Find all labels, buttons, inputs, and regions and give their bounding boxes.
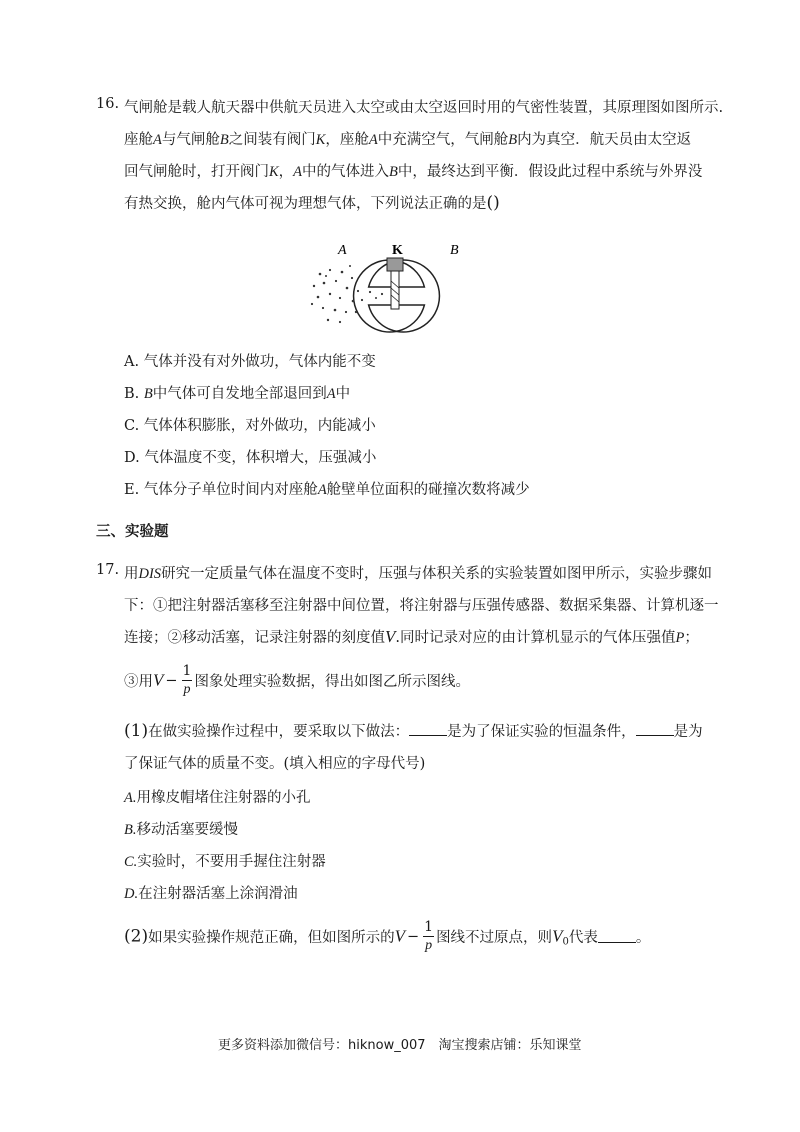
footer-text: 更多资料添加微信号：hiknow_007 淘宝搜索店铺：乐知课堂 — [218, 1038, 582, 1053]
q17-part2: (2)如果实验操作规范正确，但如图所示的V − $\frac{1}{p}$ 图线不过原点，则$V_0$代表 。 — [124, 919, 651, 953]
q17-part1-line2: 了保证气体的质量不变。(填入相应的字母代号) — [124, 756, 426, 772]
valve-handle — [387, 258, 403, 271]
q16-line3: 回气闸舱时，打开阀门K，A中的气体进入B中，最终达到平衡．假设此过程中系统与外界没 — [124, 164, 703, 180]
diagram-label-b: B — [450, 243, 459, 258]
q17-line2: 下：①把注射器活塞移至注射器中间位置，将注射器与压强传感器、数据采集器、计算机逐一 — [124, 598, 719, 614]
q16-line2: 座舱A与气闸舱B之间装有阀门K，座舱A中充满空气，气闸舱B内为真空．航天员由太空返 — [124, 132, 692, 148]
q17-number: 17. — [96, 562, 120, 578]
answer-blank-2[interactable] — [636, 723, 674, 736]
valve-stem — [391, 271, 399, 309]
airlock-diagram — [290, 236, 500, 336]
q16-line1: 气闸舱是载人航天器中供航天员进入太空或由太空返回时用的气密性装置，其原理图如图所示. — [124, 100, 724, 116]
option-b[interactable]: B. B中气体可自发地全部退回到A中 — [124, 386, 351, 402]
option-d[interactable]: D. 气体温度不变，体积增大，压强减小 — [124, 450, 377, 466]
fraction-1-over-p-2: $\frac{1}{p}$ — [424, 919, 434, 953]
q17-part1: (1)在做实验操作过程中，要采取以下做法： 是为了保证实验的恒温条件， 是为 — [124, 721, 703, 741]
section-title: 三、实验题 — [96, 523, 169, 540]
choice-a: A.用橡皮帽堵住注射器的小孔 — [124, 790, 311, 806]
q16-line4: 有热交换，舱内气体可视为理想气体，下列说法正确的是() — [124, 193, 500, 213]
q17-line1: 用DIS研究一定质量气体在温度不变时，压强与体积关系的实验装置如图甲所示，实验步骤如 — [124, 566, 713, 582]
q17-line3: 连接；②移动活塞，记录注射器的刻度值V.同时记录对应的由计算机显示的气体压强值P； — [124, 627, 699, 646]
diagram-label-a: A — [338, 243, 347, 258]
q16-number: 16. — [96, 96, 120, 112]
answer-blank-3[interactable] — [598, 930, 636, 943]
answer-blank-1[interactable] — [409, 723, 447, 736]
choice-c: C.实验时，不要用手握住注射器 — [124, 854, 326, 870]
choice-b: B.移动活塞要缓慢 — [124, 822, 238, 838]
choice-d: D.在注射器活塞上涂润滑油 — [124, 886, 298, 902]
option-e[interactable]: E. 气体分子单位时间内对座舱A舱壁单位面积的碰撞次数将减少 — [124, 482, 530, 498]
fraction-1-over-p: $\frac{1}{p}$ — [182, 663, 192, 697]
option-c[interactable]: C. 气体体积膨胀，对外做功，内能减小 — [124, 418, 376, 434]
diagram-label-k: K — [392, 243, 403, 258]
option-a[interactable]: A. 气体并没有对外做功，气体内能不变 — [124, 354, 376, 370]
q17-step3: ③用V − $\frac{1}{p}$ 图象处理实验数据，得出如图乙所示图线。 — [124, 663, 470, 697]
answer-paren: () — [486, 193, 500, 213]
